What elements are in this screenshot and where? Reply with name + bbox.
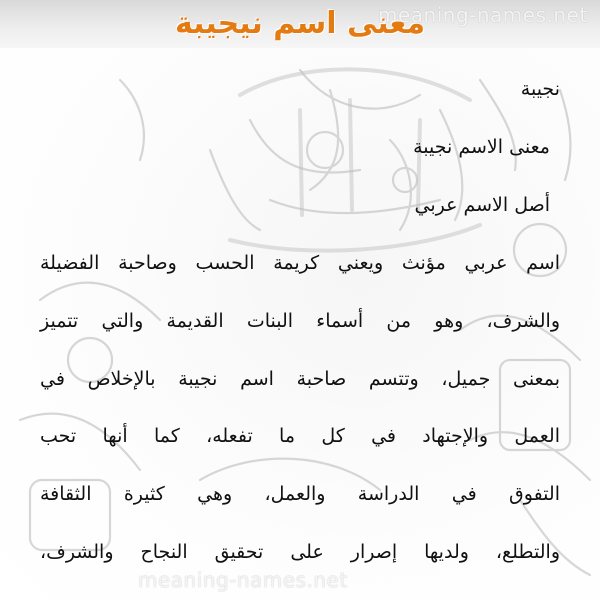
watermark-top: meaning-names.net [378,3,588,27]
description-paragraph [40,235,560,582]
description-line: والشرف، وهو من أسماء البنات القديمة والتي تتميز [40,309,560,332]
meaning-heading: معنى الاسم نجيبة [413,136,550,158]
name-info-block [30,60,560,234]
name-label: نجيبة [520,78,560,100]
description-line: بمعنى جميل، وتتسم صاحبة اسم نجيبة بالإخلاص في [40,367,560,390]
description-line: اسم عربي مؤنث ويعني كريمة الحسب وصاحبة الفضيلة [40,252,560,274]
origin-text: أصل الاسم عربي [414,194,550,216]
description-line: والتطلع، ولديها إصرار على تحقيق النجاح والشرف، [40,540,560,563]
page-title: معنى اسم نيجيبة [174,6,426,41]
watermark-bottom: meaning-names.net [138,568,348,592]
description-line: التفوق في الدراسة والعمل، وهي كثيرة الثقافة [40,483,560,506]
description-line: العمل والإجتهاد في كل ما تفعله، كما أنها تحب [40,425,560,448]
